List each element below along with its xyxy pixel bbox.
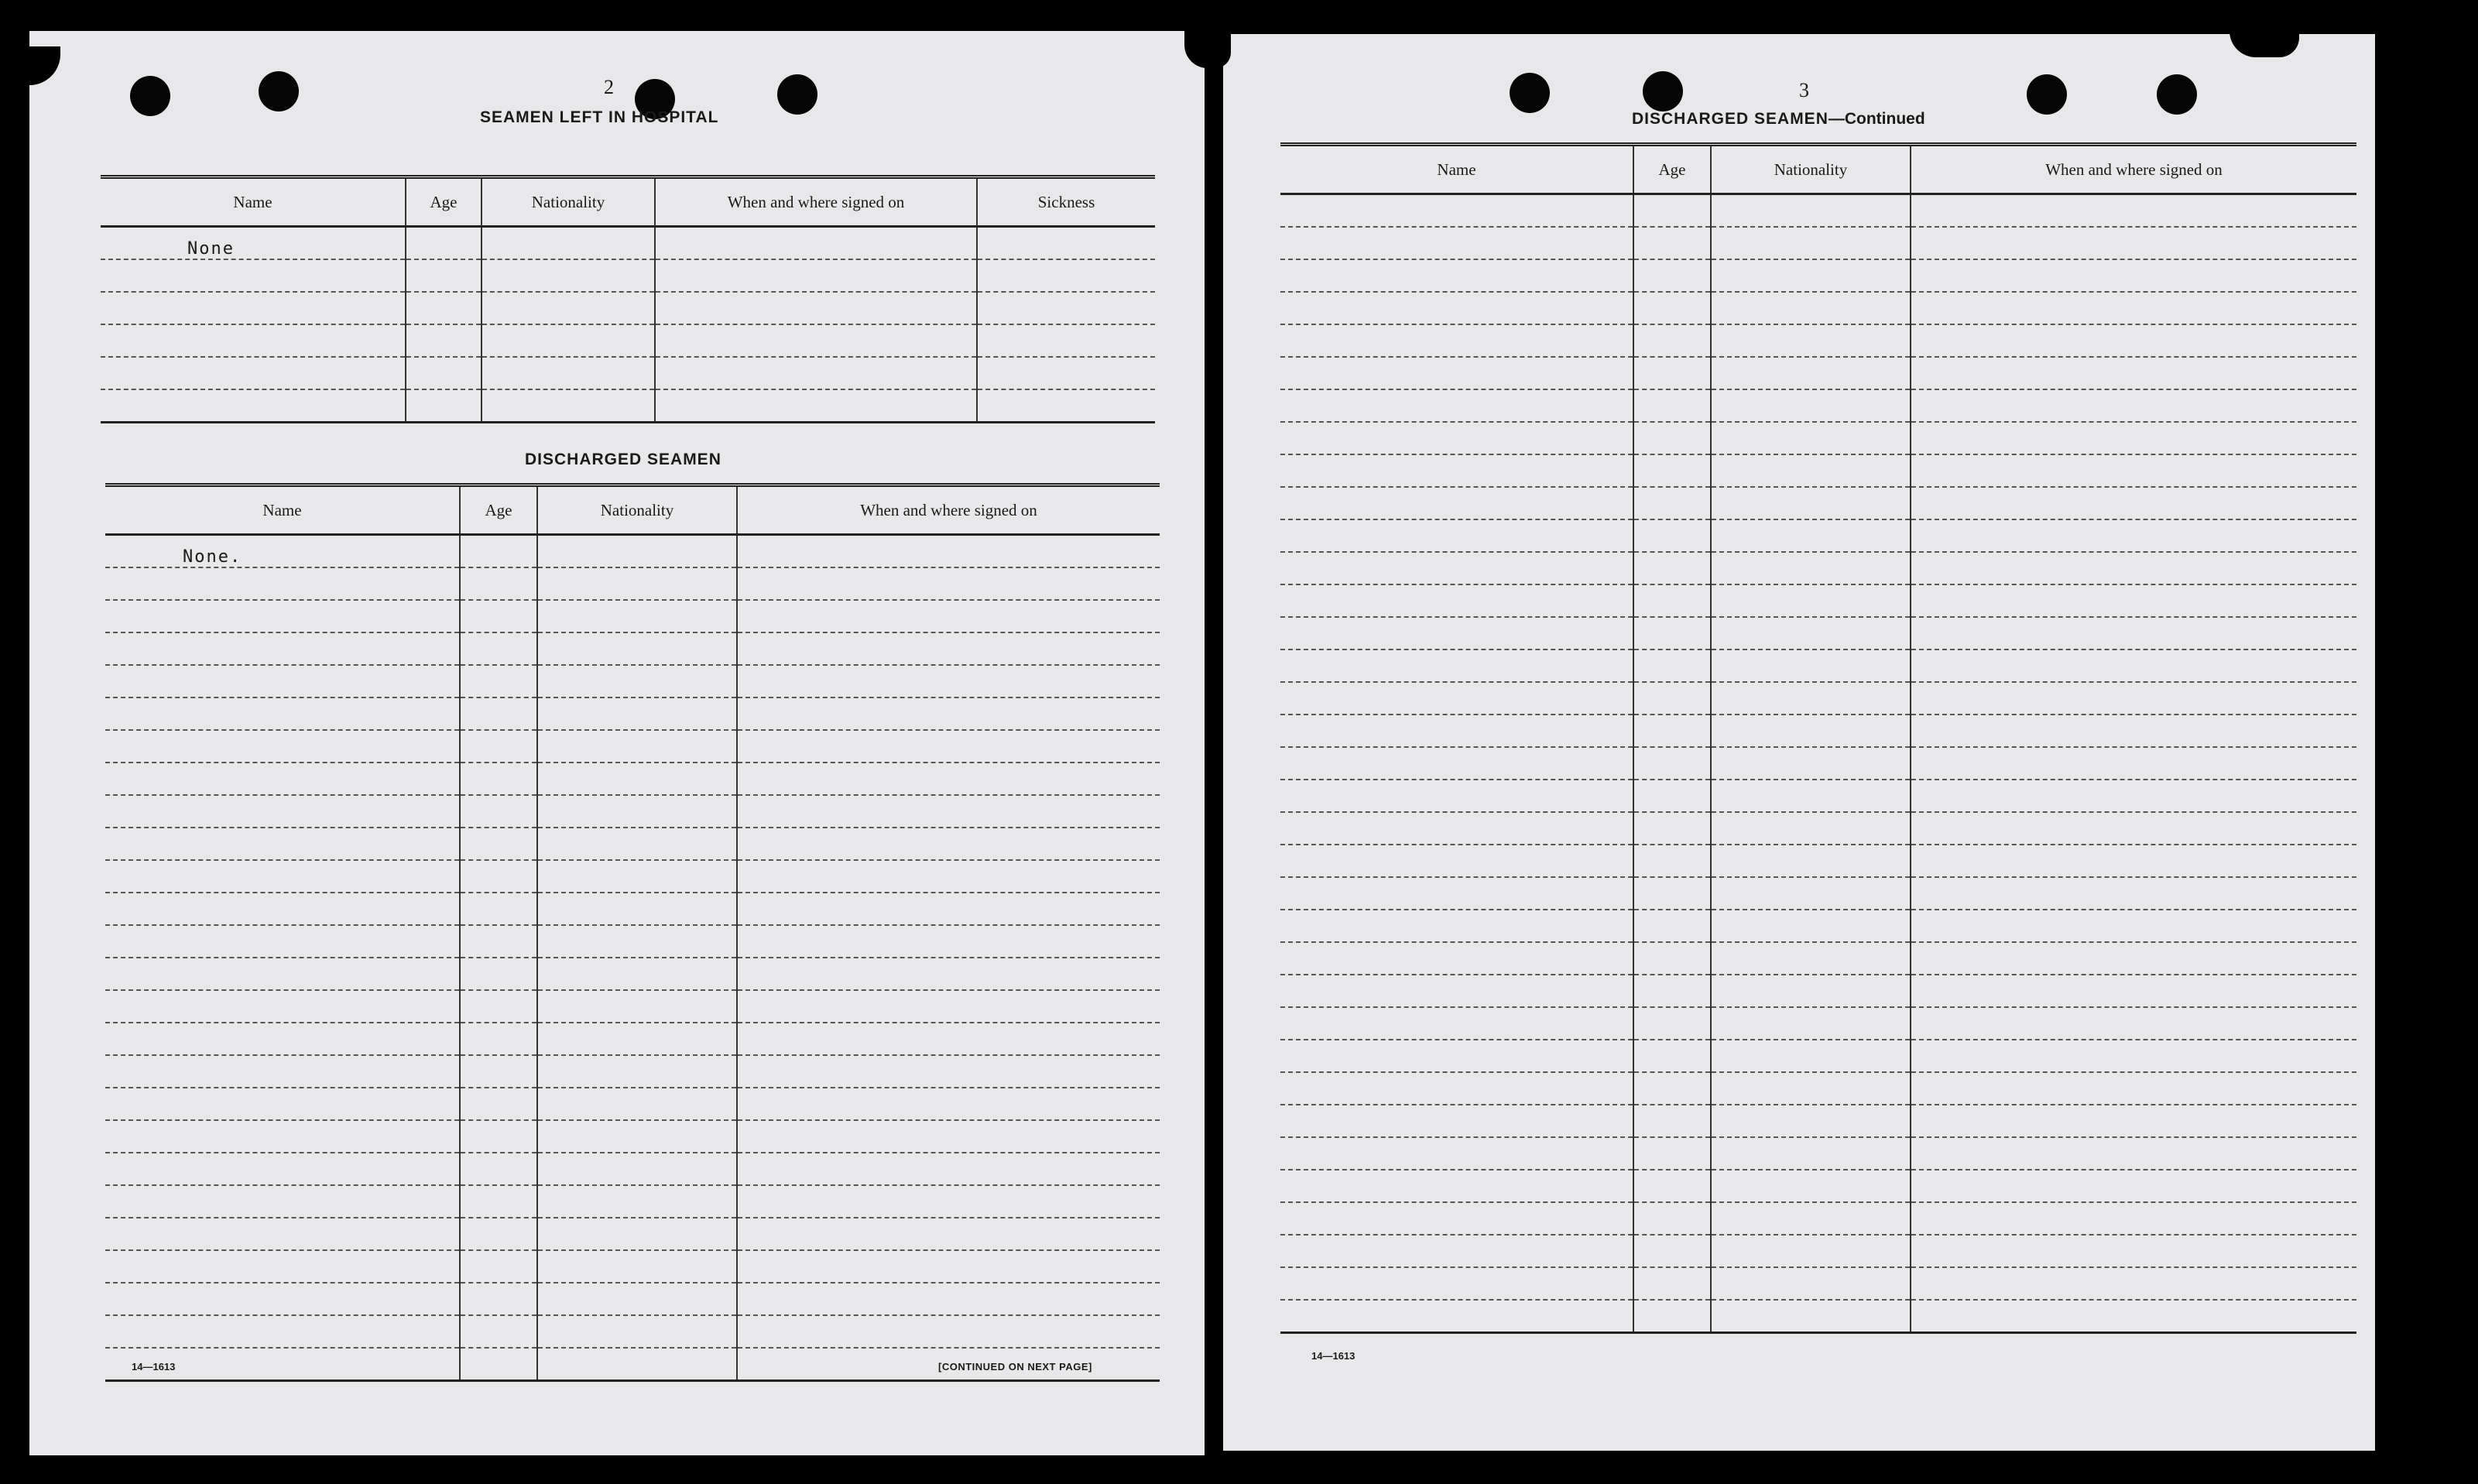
punch-hole: [2027, 74, 2067, 115]
punch-hole: [777, 74, 817, 115]
discharged-section-title: DISCHARGED SEAMEN: [525, 451, 721, 468]
table-row: [105, 730, 1160, 763]
table-row: [1280, 1072, 2356, 1105]
table-row: [105, 860, 1160, 893]
column-header-name: Name: [101, 177, 406, 227]
table-row: [1280, 1267, 2356, 1300]
table-row: [1280, 1007, 2356, 1040]
table-row: [1280, 1202, 2356, 1235]
table-row: [105, 697, 1160, 730]
table-row: [105, 925, 1160, 958]
table-row: [1280, 1300, 2356, 1333]
table-row: [105, 567, 1160, 600]
table-row: [101, 292, 1155, 324]
form-code: 14—1613: [132, 1361, 176, 1373]
table-row: [1280, 584, 2356, 617]
table-row: [1280, 389, 2356, 422]
table-row: [1280, 1040, 2356, 1072]
table-row: [1280, 649, 2356, 682]
table-row: [1280, 454, 2356, 487]
column-header-age: Age: [1633, 145, 1711, 194]
table-row: [105, 763, 1160, 795]
column-header-age: Age: [460, 485, 537, 535]
hospital-table: [101, 175, 1155, 423]
table-row: [1280, 747, 2356, 780]
handwritten-entry: None.: [105, 535, 460, 568]
section-title-suffix: —Continued: [1828, 110, 1925, 128]
column-header-nationality: Nationality: [537, 485, 737, 535]
table-row: [101, 324, 1155, 357]
page-number: 2: [604, 76, 614, 98]
punch-hole: [259, 71, 299, 111]
table-row: [105, 990, 1160, 1023]
left-page: [29, 31, 1205, 1455]
table-row: [1280, 877, 2356, 910]
table-row: [105, 600, 1160, 632]
table-row: [1280, 1170, 2356, 1202]
discharged-continued-table: [1280, 142, 2356, 1334]
table-row: [1280, 422, 2356, 454]
table-row: [105, 1023, 1160, 1055]
section-title-text: DISCHARGED SEAMEN: [1632, 110, 1829, 128]
table-row: [105, 632, 1160, 665]
table-row: [1280, 259, 2356, 292]
table-row: [105, 1250, 1160, 1283]
table-row: [1280, 845, 2356, 877]
table-row: [105, 958, 1160, 990]
table-row: [1280, 1137, 2356, 1170]
column-header-signed-on: When and where signed on: [1911, 145, 2356, 194]
hospital-section-title: SEAMEN LEFT IN HOSPITAL: [480, 108, 719, 126]
table-row: [105, 1218, 1160, 1250]
table-row: [1280, 910, 2356, 942]
table-row: [1280, 324, 2356, 357]
column-header-age: Age: [406, 177, 482, 227]
torn-edge: [1184, 28, 1231, 68]
table-row: [1280, 715, 2356, 747]
punch-hole: [1643, 71, 1683, 111]
table-row: [1280, 194, 2356, 228]
column-header-signed-on: When and where signed on: [655, 177, 977, 227]
discharged-table: [105, 483, 1160, 1382]
table-row: [105, 1315, 1160, 1348]
column-header-name: Name: [105, 485, 460, 535]
table-row: [1280, 552, 2356, 584]
table-row: [1280, 617, 2356, 649]
table-row: [1280, 292, 2356, 324]
column-header-nationality: Nationality: [482, 177, 655, 227]
page-number: 3: [1799, 79, 1809, 101]
table-row: [1280, 942, 2356, 975]
table-row: [105, 1088, 1160, 1120]
table-row: [101, 259, 1155, 292]
table-row: [1280, 1105, 2356, 1137]
table-row: [105, 795, 1160, 828]
table-row: [101, 227, 1155, 260]
table-row: [1280, 975, 2356, 1007]
table-row: [105, 828, 1160, 860]
table-row: [105, 1120, 1160, 1153]
discharged-continued-title: [1632, 110, 1925, 129]
column-header-name: Name: [1280, 145, 1633, 194]
table-row: [105, 535, 1160, 568]
right-page: [1223, 34, 2375, 1451]
table-row: [1280, 357, 2356, 389]
column-header-sickness: Sickness: [977, 177, 1155, 227]
column-header-nationality: Nationality: [1711, 145, 1911, 194]
table-row: [1280, 519, 2356, 552]
table-row: [105, 1185, 1160, 1218]
table-row: [1280, 1235, 2356, 1267]
table-row: [101, 389, 1155, 423]
table-row: [1280, 682, 2356, 715]
column-header-signed-on: When and where signed on: [737, 485, 1160, 535]
table-row: [105, 665, 1160, 697]
table-row: [1280, 487, 2356, 519]
punch-hole: [2157, 74, 2197, 115]
table-row: [101, 357, 1155, 389]
table-row: [1280, 812, 2356, 845]
handwritten-entry: None: [101, 227, 406, 260]
form-code: 14—1613: [1311, 1350, 1356, 1362]
punch-hole: [130, 76, 170, 116]
table-row: [1280, 227, 2356, 259]
table-row: [1280, 780, 2356, 812]
continued-note: [CONTINUED ON NEXT PAGE]: [938, 1361, 1092, 1373]
table-row: [105, 893, 1160, 925]
punch-hole: [1510, 73, 1550, 113]
table-row: [105, 1055, 1160, 1088]
table-row: [105, 1283, 1160, 1315]
table-row: [105, 1153, 1160, 1185]
